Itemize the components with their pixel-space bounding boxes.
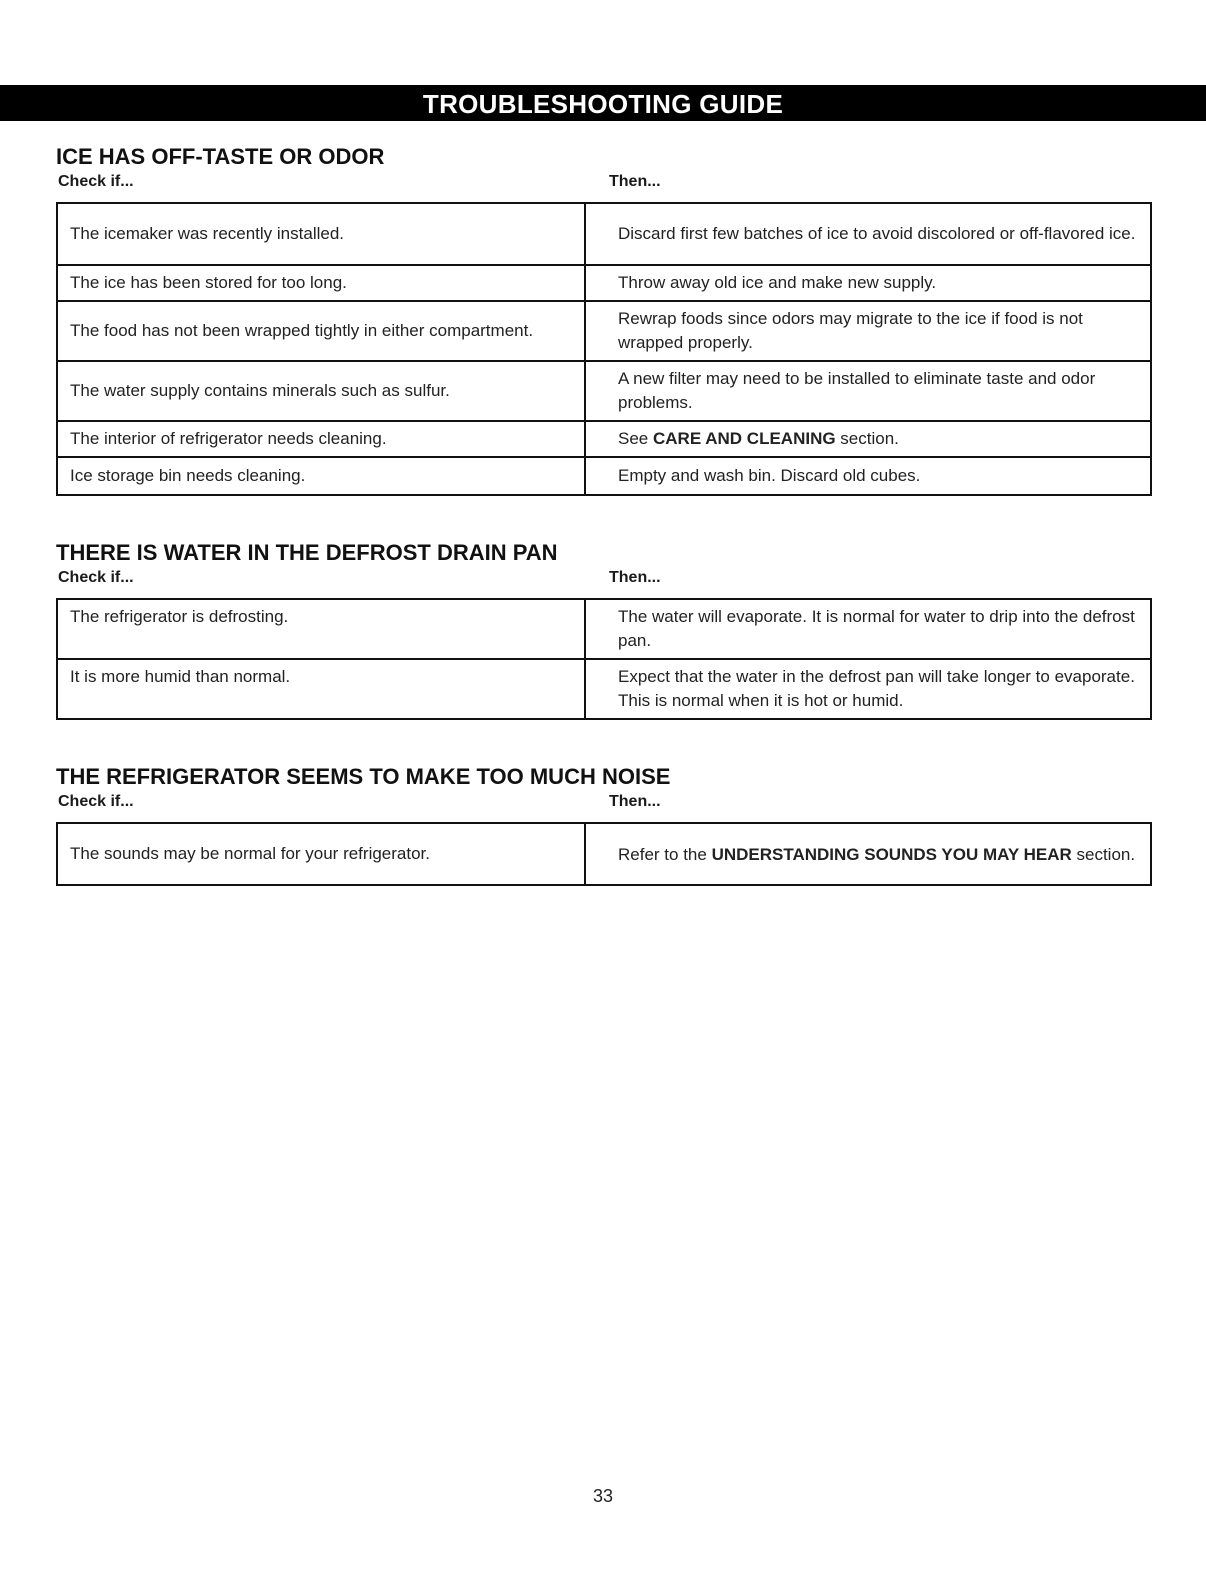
check-if-header: Check if...	[58, 173, 134, 190]
then-text: section.	[835, 429, 899, 448]
check-cell: The refrigerator is defrosting.	[57, 599, 585, 659]
section-ice-odor	[56, 144, 1152, 496]
table-row	[57, 203, 1151, 265]
check-cell: The food has not been wrapped tightly in either compartment.	[57, 301, 585, 361]
check-cell: The water supply contains minerals such as sulfur.	[57, 361, 585, 421]
table-row	[57, 361, 1151, 421]
then-cell: Discard first few batches of ice to avoid discolored or off-flavored ice.	[585, 203, 1151, 265]
table-row	[57, 301, 1151, 361]
table-row	[57, 823, 1151, 885]
column-header-row	[56, 567, 1152, 589]
then-cell: Empty and wash bin. Discard old cubes.	[585, 457, 1151, 495]
then-header: Then...	[609, 793, 661, 810]
table-row	[57, 457, 1151, 495]
check-cell: It is more humid than normal.	[57, 659, 585, 719]
column-header-row	[56, 791, 1152, 813]
check-cell: Ice storage bin needs cleaning.	[57, 457, 585, 495]
section-title: ICE HAS OFF-TASTE OR ODOR	[56, 144, 385, 169]
check-if-header: Check if...	[58, 793, 134, 810]
troubleshooting-table	[56, 822, 1152, 886]
troubleshooting-table	[56, 202, 1152, 496]
page-number: 33	[592, 1486, 614, 1506]
check-if-header: Check if...	[58, 569, 134, 586]
check-cell: The interior of refrigerator needs cleaning.	[57, 421, 585, 457]
then-cell: A new filter may need to be installed to eliminate taste and odor problems.	[585, 361, 1151, 421]
table-row	[57, 421, 1151, 457]
then-text: Refer to the	[618, 844, 712, 864]
section-title: THE REFRIGERATOR SEEMS TO MAKE TOO MUCH NOISE	[56, 764, 671, 789]
table-row	[57, 599, 1151, 659]
then-cell	[585, 823, 1151, 885]
troubleshooting-table	[56, 598, 1152, 720]
then-cell	[585, 421, 1151, 457]
then-cell: Throw away old ice and make new supply.	[585, 265, 1151, 301]
check-cell: The sounds may be normal for your refrigerator.	[57, 823, 585, 885]
check-cell: The ice has been stored for too long.	[57, 265, 585, 301]
understanding-sounds-reference: UNDERSTANDING SOUNDS YOU MAY HEAR	[711, 844, 1072, 864]
page-title-banner: TROUBLESHOOTING GUIDE	[0, 85, 1206, 121]
care-and-cleaning-reference: CARE AND CLEANING	[652, 429, 836, 448]
table-row	[57, 265, 1151, 301]
check-cell: The icemaker was recently installed.	[57, 203, 585, 265]
section-too-much-noise	[56, 764, 1152, 886]
then-header: Then...	[609, 173, 661, 190]
then-cell: Rewrap foods since odors may migrate to the ice if food is not wrapped properly.	[585, 301, 1151, 361]
then-text: section.	[1071, 844, 1136, 864]
section-title: THERE IS WATER IN THE DEFROST DRAIN PAN	[56, 540, 558, 565]
then-text: See	[618, 429, 653, 448]
then-header: Then...	[609, 569, 661, 586]
then-cell: The water will evaporate. It is normal for water to drip into the defrost pan.	[585, 599, 1151, 659]
section-defrost-drain-pan	[56, 540, 1152, 720]
column-header-row	[56, 171, 1152, 193]
then-cell: Expect that the water in the defrost pan will take longer to evaporate. This is normal when it is hot or humid.	[585, 659, 1151, 719]
table-row	[57, 659, 1151, 719]
